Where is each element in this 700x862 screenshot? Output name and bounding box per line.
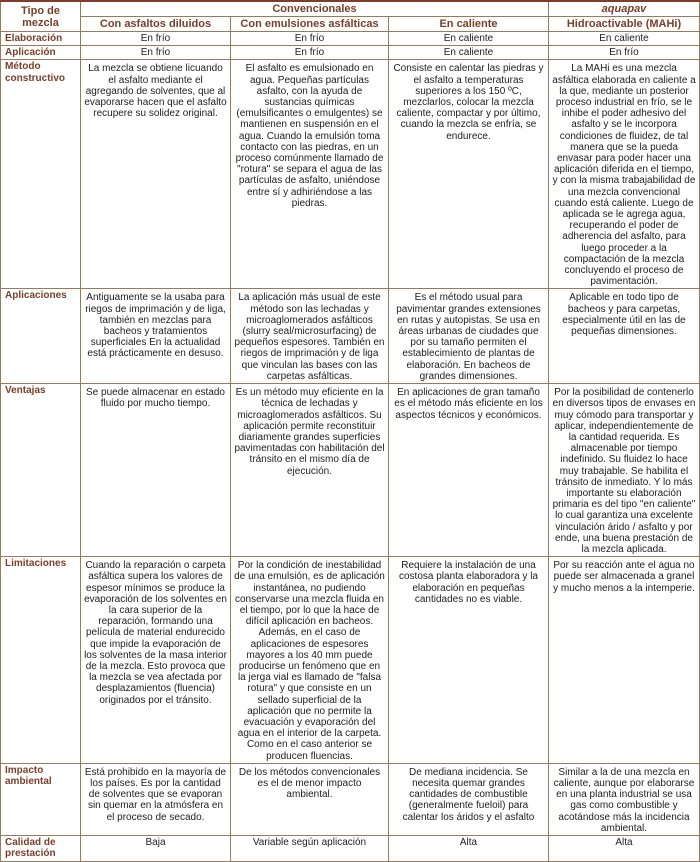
cell-metodo-3: Consiste en calentar las piedras y el asfalto a temperaturas superiores a los 150 ºC, mezclarlos, colocar la mezcla caliente, compactar y por último, cuando la mezcla se enfría, se endurece. (389, 60, 549, 289)
cell-calidad-3: Alta (389, 836, 549, 862)
group-header: Convencionales (81, 1, 549, 17)
cell-ventajas-2: Es un método muy eficiente en la técnica de lechadas y microaglomerados asfálticos. Su aplicación permite reconstituir diariamente grandes superficies pavimentadas con habilitación del tránsito en el mismo día de ejecución. (231, 384, 389, 557)
cell-aplicaciones-1: Antiguamente se la usaba para riegos de imprimación y de liga, también en mezclas para bacheos y tratamientos superficiales En la actualidad está prácticamente en desuso. (81, 289, 231, 384)
cell-ventajas-3: En aplicaciones de gran tamaño es el método más eficiente en los aspectos técnicos y económicos. (389, 384, 549, 557)
cell-limitaciones-3: Requiere la instalación de una costosa planta elaboradora y la elaboración en pequeñas cantidades no es viable. (389, 557, 549, 764)
cell-aplicacion-2: En frío (231, 46, 389, 60)
cell-limitaciones-1: Cuando la reparación o carpeta asfáltica supera los valores de espesor mínimos se produce la evaporación de los solventes en la cara superior de la reparación, formando una película de material endurecido que impide la evaporación de los solventes de la masa interior de la mezcla. Esto provoca que la mezcla se vea afectada por desplazamientos (fluencia) originados por el tránsito. (81, 557, 231, 764)
cell-aplicacion-3: En caliente (389, 46, 549, 60)
cell-aplicacion-1: En frío (81, 46, 231, 60)
cell-calidad-1: Baja (81, 836, 231, 862)
cell-limitaciones-2: Por la condición de inestabilidad de una emulsión, es de aplicación instantánea, no pudiendo conservarse una mezcla fluida en el tiempo, por lo que la hace de difícil aplicación en bacheos. Además, en el caso de aplicaciones de espesores mayores a los 40 mm puede producirse un fenómeno que en la jerga vial es llamado de "falsa rotura" y que consiste en un sellado superficial de la aplicación que no permite la evacuación y evaporación del agua en el interior de la carpeta. Como en el caso anterior se producen fluencias. (231, 557, 389, 764)
cell-elaboracion-3: En caliente (389, 32, 549, 46)
cell-metodo-2: El asfalto es emulsionado en agua. Pequeñas partículas asfalto, con la ayuda de sustancias químicas (emulsificantes o emulgentes) se mantienen en suspensión en el agua. Cuando la emulsión toma contacto con las piedras, en un proceso comúnmente llamado de "rotura" se separa el agua de las partículas de asfalto, uniéndose entre sí y adhiriéndose a las piedras. (231, 60, 389, 289)
cell-aplicaciones-3: Es el método usual para pavimentar grandes extensiones en rutas y autopistas. Se usa en áreas urbanas de ciudades que por su tamaño permiten el establecimiento de plantas de elaboración. En bacheos de grandes dimensiones. (389, 289, 549, 384)
row-label-calidad: Calidad de prestación (1, 836, 81, 862)
col-header-diluidos: Con asfaltos diluidos (81, 17, 231, 32)
cell-impacto-3: De mediana incidencia. Se necesita quemar grandes cantidades de combustible (generalmente fueloil) para calentar los áridos y el asfalto (389, 763, 549, 835)
cell-aplicaciones-2: La aplicación más usual de este método son las lechadas y microaglomerados asfálticos (slurry seal/microsurfacing) de pequeños espesores. También en riegos de imprimación y de liga que vinculan las bases con las carpetas asfálticas. (231, 289, 389, 384)
cell-calidad-4: Alta (549, 836, 700, 862)
brand-header: aquapav (549, 1, 700, 17)
row-label-elaboracion: Elaboración (1, 32, 81, 46)
row-label-ventajas: Ventajas (1, 384, 81, 557)
cell-aplicacion-4: En frío (549, 46, 700, 60)
cell-impacto-1: Está prohibido en la mayoría de los países. Es por la cantidad de solventes que se evaporan sin quemar en la atmósfera en el proceso de secado. (81, 763, 231, 835)
cell-metodo-4: La MAHi es una mezcla asfáltica elaborada en caliente a la que, mediante un posterior proceso industrial en frío, se le inhibe el poder adhesivo del asfalto y se le incorpora condiciones de fluidez, de tal manera que se la pueda envasar para poder hacer una aplicación diferida en el tiempo, y con la misma trabajabilidad de una mezcla convencional cuando está caliente. Luego de aplicada se le agrega agua, recuperando el poder de adherencia del asfalto, para luego proceder a la compactación de la mezcla concluyendo el proceso de pavimentación. (549, 60, 700, 289)
col-header-mahi: Hidroactivable (MAHi) (549, 17, 700, 32)
cell-impacto-2: De los métodos convencionales es el de menor impacto ambiental. (231, 763, 389, 835)
row-label-aplicaciones: Aplicaciones (1, 289, 81, 384)
cell-ventajas-4: Por la posibilidad de contenerlo en diversos tipos de envases en muy cómodo para transportar y aplicar, independientemente de la cantidad requerida. Es almacenable por tiempo indefinido. Su fluidez lo hace muy trabajable. Se habilita el tránsito de inmediato. Y lo más importante su elaboración primaria es del tipo "en caliente" lo cual garantiza una excelente vinculación árido / asfalto y por ende, una buena prestación de la mezcla aplicada. (549, 384, 700, 557)
cell-limitaciones-4: Por su reacción ante el agua no puede ser almacenada a granel y mucho menos a la intemperie. (549, 557, 700, 764)
cell-ventajas-1: Se puede almacenar en estado fluido por mucho tiempo. (81, 384, 231, 557)
row-label-impacto: Impacto ambiental (1, 763, 81, 835)
cell-metodo-1: La mezcla se obtiene licuando el asfalto mediante el agregando de solventes, que al evaporarse hacen que el asfalto recupere su solidez original. (81, 60, 231, 289)
cell-aplicaciones-4: Aplicable en todo tipo de bacheos y para carpetas, especialmente útil en las de pequeñas dimensiones. (549, 289, 700, 384)
row-label-metodo: Método constructivo (1, 60, 81, 289)
cell-elaboracion-4: En caliente (549, 32, 700, 46)
corner-header: Tipo de mezcla (1, 1, 81, 32)
cell-elaboracion-1: En frío (81, 32, 231, 46)
col-header-caliente: En caliente (389, 17, 549, 32)
row-label-limitaciones: Limitaciones (1, 557, 81, 764)
row-label-aplicacion: Aplicación (1, 46, 81, 60)
col-header-emulsiones: Con emulsiones asfálticas (231, 17, 389, 32)
cell-calidad-2: Variable según aplicación (231, 836, 389, 862)
cell-impacto-4: Similar a la de una mezcla en caliente, aunque por elaborarse en una planta industrial se usa gas como combustible y acotándose más la incidencia ambiental. (549, 763, 700, 835)
cell-elaboracion-2: En frío (231, 32, 389, 46)
